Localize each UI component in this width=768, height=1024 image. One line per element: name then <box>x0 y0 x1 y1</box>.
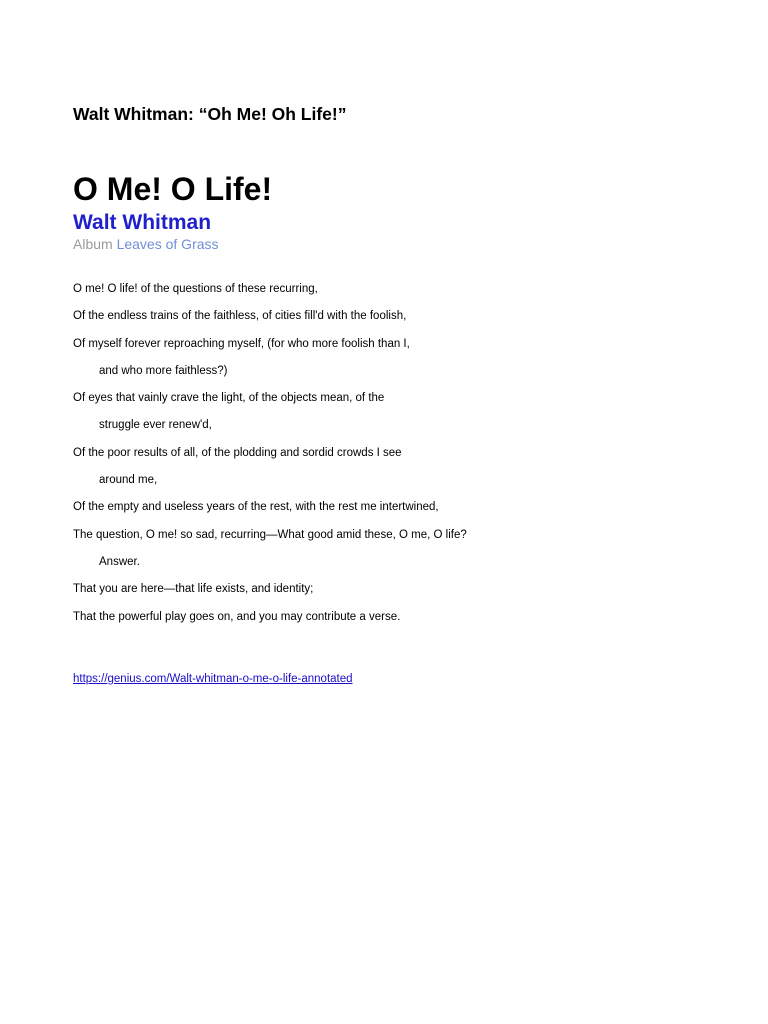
document-heading: Walt Whitman: “Oh Me! Oh Life!” <box>73 104 347 124</box>
poem-line: That the powerful play goes on, and you may contribute a verse. <box>73 610 401 623</box>
album-name: Leaves of Grass <box>116 236 219 252</box>
poem-line: The question, O me! so sad, recurring—What good amid these, O me, O life? <box>73 528 467 541</box>
album-label: Album <box>73 236 113 252</box>
poem-line: Of the endless trains of the faithless, of cities fill'd with the foolish, <box>73 310 407 323</box>
poem-line: and who more faithless?) <box>99 364 228 377</box>
poem-line: struggle ever renew'd, <box>99 419 212 432</box>
poem-line: Of the empty and useless years of the rest, with the rest me intertwined, <box>73 501 439 514</box>
source-link[interactable]: https://genius.com/Walt-whitman-o-me-o-life-annotated <box>73 673 353 685</box>
poem-line: around me, <box>99 474 158 487</box>
poem-line: Of eyes that vainly crave the light, of the objects mean, of the <box>73 392 385 405</box>
poem-title: O Me! O Life! <box>73 171 273 207</box>
poem-line: O me! O life! of the questions of these recurring, <box>73 283 318 295</box>
poem-author: Walt Whitman <box>73 211 212 234</box>
poem-body <box>73 281 467 636</box>
poem-line: Of myself forever reproaching myself, (for who more foolish than I, <box>73 337 410 350</box>
poem-line: That you are here—that life exists, and identity; <box>73 583 314 596</box>
poem-line: Of the poor results of all, of the plodding and sordid crowds I see <box>73 446 402 459</box>
album-line <box>73 237 219 252</box>
poem-line: Answer. <box>99 555 140 568</box>
